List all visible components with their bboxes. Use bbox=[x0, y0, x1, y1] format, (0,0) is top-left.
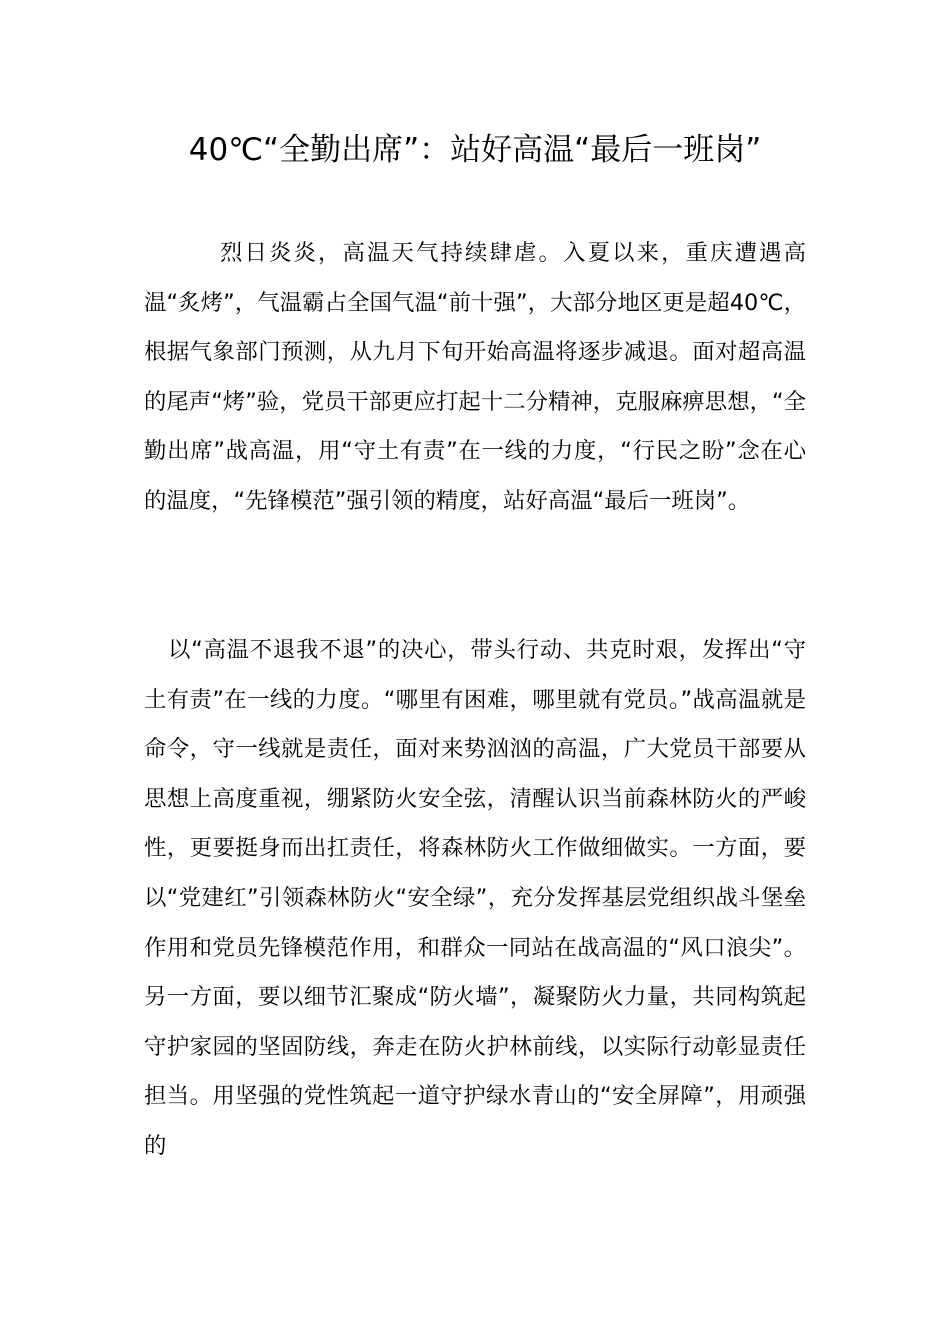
paragraph-intro: 烈日炎炎，高温天气持续肆虐。入夏以来，重庆遭遇高温“炙烤”，气温霸占全国气温“前十强”，大部分地区更是超40℃，根据气象部门预测，从九月下旬开始高温将逐步减退。面对超高温的尾声“烤”验，党员干部更应打起十二分精神，克服麻痹思想，“全勤出席”战高温，用“守土有责”在一线的力度，“行民之盼”念在心的温度，“先锋模范”强引领的精度，站好高温“最后一班岗”。 bbox=[144, 240, 806, 514]
paragraph-body: 以“高温不退我不退”的决心，带头行动、共克时艰，发挥出“守土有责”在一线的力度。“哪里有困难，哪里就有党员。”战高温就是命令，守一线就是责任，面对来势汹汹的高温，广大党员干部要从思想上高度重视，绷紧防火安全弦，清醒认识当前森林防火的严峻性，更要挺身而出扛责任，将森林防火工作做细做实。一方面，要以“党建红”引领森林防火“安全绿”，充分发挥基层党组织战斗堡垒作用和党员先锋模范作用，和群众一同站在战高温的“风口浪尖”。另一方面，要以细节汇聚成“防火墙”，凝聚防火力量，共同构筑起守护家园的坚固防线，奔走在防火护林前线，以实际行动彰显责任担当。用坚强的党性筑起一道守护绿水青山的“安全屏障”，用顽强的 bbox=[144, 637, 806, 1159]
document-title: 40℃“全勤出席”：站好高温“最后一班岗” bbox=[188, 132, 762, 168]
